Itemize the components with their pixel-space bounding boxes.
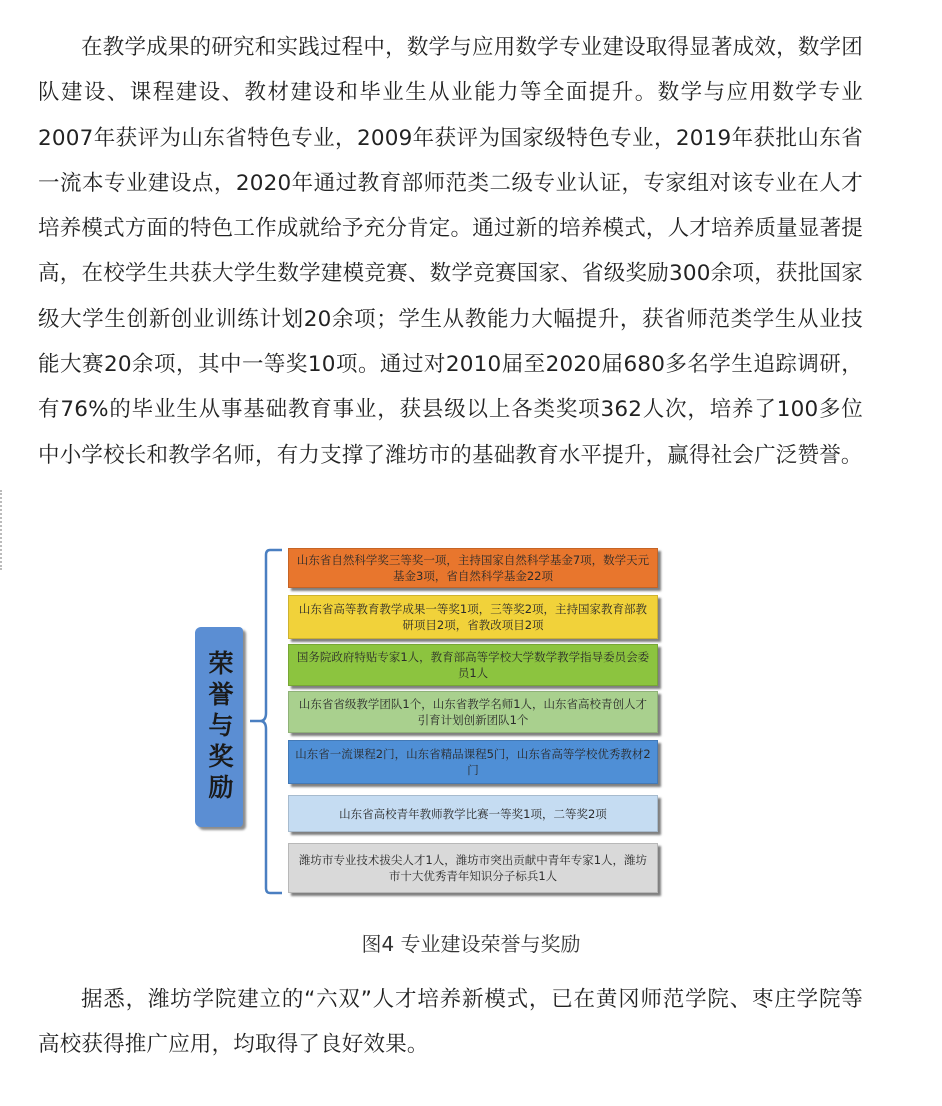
figure-title-box xyxy=(195,627,243,827)
honors-figure xyxy=(190,545,670,897)
figure-title: 荣誉与奖励 xyxy=(205,649,234,805)
honor-item-teaching-achievement: 山东省高等教育教学成果一等奖1项，三等奖2项，主持国家教育部教研项目2项，省教改项目2项 xyxy=(288,595,658,639)
article-paragraph-2: 据悉，潍坊学院建立的“六双”人才培养新模式，已在黄冈师范学院、枣庄学院等高校获得推广应用，均取得了良好效果。 xyxy=(38,987,863,1058)
honor-item-teaching-team: 山东省省级教学团队1个，山东省教学名师1人，山东省高校青创人才引育计划创新团队1个 xyxy=(288,691,658,733)
honor-item-city-talents: 潍坊市专业技术拔尖人才1人，潍坊市突出贡献中青年专家1人，潍坊市十大优秀青年知识分子标兵1人 xyxy=(288,843,658,893)
honor-item-natural-science: 山东省自然科学奖三等奖一项，主持国家自然科学基金7项，数学天元基金3项，省自然科学基金22项 xyxy=(288,548,658,588)
side-scroll-marker xyxy=(0,490,5,570)
article-paragraph-1: 在教学成果的研究和实践过程中，数学与应用数学专业建设取得显著成效，数学团队建设、课程建设、教材建设和毕业生从业能力等全面提升。数学与应用数学专业2007年获评为山东省特色专业，2009年获评为国家级特色专业，2019年获批山东省一流本专业建设点，2020年通过教育部师范类二级专业认证，专家组对该专业在人才培养模式方面的特色工作成就给予充分肯定。通过新的培养模式，人才培养质量显著提高，在校学生共获大学生数学建模竞赛、数学竞赛国家、省级奖励300余项，获批国家级大学生创新创业训练计划20余项；学生从教能力大幅提升，获省师范类学生从业技能大赛20余项，其中一等奖10项。通过对2010届至2020届680多名学生追踪调研，有76%的毕业生从事基础教育事业，获县级以上各类奖项362人次，培养了100多位中小学校长和教学名师，有力支撑了潍坊市的基础教育水平提升，赢得社会广泛赞誉。 xyxy=(38,35,863,468)
figure-caption: 图4 专业建设荣誉与奖励 xyxy=(361,932,581,956)
honor-item-teacher-competition: 山东省高校青年教师教学比赛一等奖1项，二等奖2项 xyxy=(288,795,658,832)
honor-item-courses: 山东省一流课程2门，山东省精品课程5门，山东省高等学校优秀教材2门 xyxy=(288,740,658,784)
honor-item-experts: 国务院政府特贴专家1人，教育部高等学校大学数学教学指导委员会委员1人 xyxy=(288,644,658,686)
